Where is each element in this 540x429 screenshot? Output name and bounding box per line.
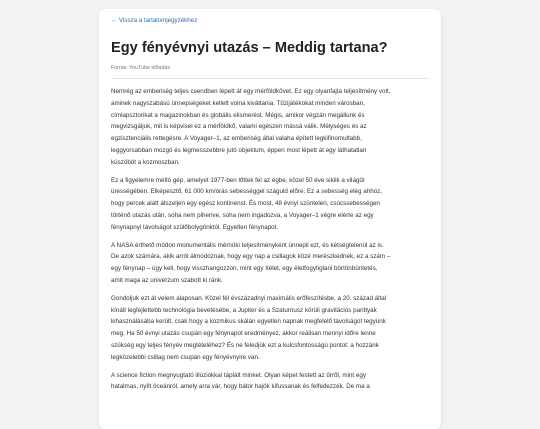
paragraph-line: legközelebbi csillag nem csupán egy fényévnyire van. (111, 353, 260, 361)
paragraph-line: történő utazás után, soha nem pihenve, soha nem ingadozva, a Voyager–1 végre elérte az egy (111, 211, 374, 219)
divider (111, 78, 429, 79)
paragraph-line: amit maga az univerzum szabott ki ránk. (111, 276, 223, 284)
paragraph-line: szükség egy teljes fényév megtételéhez? És ne feledjük ezt a kulcsfontosságú pontot: a hozzánk (111, 341, 379, 349)
paragraph-line: Gondoljuk ezt át velem alaposan. Közel fél évszázadnyi maximális erőfeszítésbe, a 20. század által (111, 294, 387, 302)
paragraph-line: egy fénynap – úgy kell, hogy visszhangozzon, mint egy ítélet, egy életfogytiglani börtönbüntetés, (111, 265, 378, 273)
paragraph-line: Ez a figyelemre méltó gép, amelyet 1977-ben lőttek fel az égbe, közel 50 éve siklik a világűr (111, 176, 365, 184)
article-paragraph (111, 240, 429, 287)
paragraph-line: kínált legfejlettebb technológia bevetésébe, a Jupiter és a Szaturnusz körüli gravitációs parittyák (111, 306, 377, 314)
paragraph-line: ürességében. Elképesztő, 61 000 km/órás sebességgel száguld előre. Ez a sebesség elég ahhoz, (111, 188, 383, 196)
article-title: Egy fényévnyi utazás – Meddig tartana? (111, 40, 388, 56)
paragraph-line: kihasználásába került, csak hogy a kozmikus skálán egyetlen napnak megfelelő távolságot tegyünk (111, 318, 386, 326)
paragraph-line: aminek nagyszabású ünnepségeket kellett volna kiváltania. Tűzijátékokat minden városban, (111, 99, 365, 107)
article-paragraph (111, 86, 429, 169)
article-source: Forrás: YouTube előadás (111, 65, 170, 71)
article-paragraph (111, 175, 429, 234)
paragraph-line: A science fiction megnyugtató illúziókkal táplált minket. Olyan képet festett az űrről, mint egy (111, 371, 366, 379)
paragraph-line: küszöböt a kozmoszban. (111, 158, 180, 166)
paragraph-line: címlapsztorikat a magazinokban és globális elismerést. Mégis, amikor végzán megállunk és (111, 111, 365, 119)
paragraph-line: hogy percek alatt átszeljen egy egész kontinenst. És most, 48 évnyi szüntelen, csúcssebességen (111, 200, 380, 208)
article-paragraph (111, 293, 429, 364)
paragraph-line: De azok számára, akik arról álmodoznak, hogy egy nap a csillagok közé merészkednek, ez a szám – (111, 253, 391, 261)
article-card (99, 9, 441, 429)
paragraph-line: egzisztenciális rettegésre. A Voyager–1, az emberiség által valaha épített legkifinomultabb, (111, 135, 362, 143)
paragraph-line: megvizsgáljuk, mit is képvisel ez a mérföldkő, valami egészen mássá válik. Mélységes és az (111, 123, 367, 131)
paragraph-line: fénynapnyi távolságot szülőbolygónktól. Egyetlen fénynapot. (111, 223, 279, 231)
paragraph-line: meg. Ha 50 évnyi utazás csupán egy fénynapot eredményez, akkor reálisan mennyi időre lenne (111, 330, 376, 338)
article-paragraph (111, 370, 429, 394)
paragraph-line: A NASA érthető módon monumentális mérnöki teljesítményként ünnepli ezt, és kétségtelenül az is. (111, 241, 384, 249)
back-link[interactable]: ← Vissza a tartalomjegyzékhez (111, 17, 198, 24)
paragraph-line: leggyorsabban mozgó és legmesszebbre jutó objektum, éppen most lépett át egy láthatatlan (111, 146, 367, 154)
article-body (111, 86, 429, 393)
paragraph-line: Nemrég az emberiség teljes csendben lépett át egy mérföldkövet. Ez egy olyanfajta teljesítmény volt, (111, 88, 391, 95)
paragraph-line: hatalmas, nyílt óceánról, amely arra vár, hogy bátor hajók kifussanak és felfedezzék. De ma a (111, 383, 370, 391)
